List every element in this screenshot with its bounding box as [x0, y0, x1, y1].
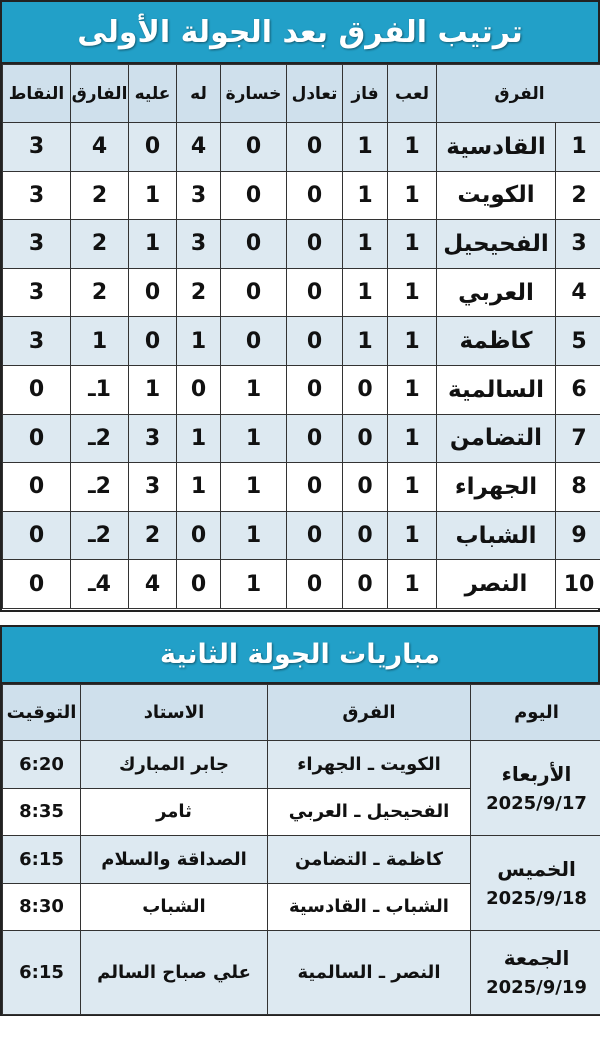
lost: 1	[221, 463, 287, 512]
points: 0	[3, 365, 71, 414]
rank: 6	[556, 365, 600, 414]
header-time: التوقيت	[3, 685, 81, 741]
table-row	[3, 463, 600, 512]
drawn: 0	[287, 268, 343, 317]
points: 3	[3, 220, 71, 269]
goal-diff: 2	[71, 220, 129, 269]
played: 1	[388, 123, 437, 172]
goals-against: 1	[129, 365, 177, 414]
drawn: 0	[287, 317, 343, 366]
points: 3	[3, 171, 71, 220]
goals-against: 1	[129, 171, 177, 220]
header-team: الفرق	[437, 65, 600, 123]
lost: 0	[221, 123, 287, 172]
header-goals-against: عليه	[129, 65, 177, 123]
day-cell	[471, 931, 600, 1015]
goals-against: 0	[129, 317, 177, 366]
table-row	[3, 220, 600, 269]
points: 0	[3, 560, 71, 609]
played: 1	[388, 365, 437, 414]
schedule-table	[2, 684, 600, 1015]
header-day: اليوم	[471, 685, 600, 741]
played: 1	[388, 171, 437, 220]
day-date: 2025/9/18	[486, 887, 587, 909]
rank: 8	[556, 463, 600, 512]
table-row	[3, 560, 600, 609]
goals-against: 2	[129, 511, 177, 560]
rank: 10	[556, 560, 600, 609]
points: 0	[3, 414, 71, 463]
drawn: 0	[287, 220, 343, 269]
goal-diff: 2ـ	[71, 511, 129, 560]
goals-against: 4	[129, 560, 177, 609]
lost: 1	[221, 414, 287, 463]
won: 0	[343, 560, 388, 609]
header-teams: الفرق	[268, 685, 471, 741]
team-name: السالمية	[437, 365, 556, 414]
lost: 1	[221, 365, 287, 414]
goals-against: 3	[129, 414, 177, 463]
points: 0	[3, 511, 71, 560]
standings-header-row	[3, 65, 600, 123]
rank: 5	[556, 317, 600, 366]
goal-diff: 1ـ	[71, 365, 129, 414]
day-name: الأربعاء	[501, 761, 572, 786]
goals-for: 2	[177, 268, 221, 317]
goals-for: 0	[177, 560, 221, 609]
goals-against: 0	[129, 123, 177, 172]
table-row	[3, 317, 600, 366]
team-name: الشباب	[437, 511, 556, 560]
lost: 0	[221, 268, 287, 317]
match-stadium: جابر المبارك	[81, 741, 268, 789]
team-name: الفحيحيل	[437, 220, 556, 269]
team-name: الكويت	[437, 171, 556, 220]
table-row	[3, 511, 600, 560]
goals-for: 1	[177, 414, 221, 463]
won: 1	[343, 220, 388, 269]
drawn: 0	[287, 463, 343, 512]
goal-diff: 2	[71, 171, 129, 220]
goals-for: 3	[177, 220, 221, 269]
played: 1	[388, 220, 437, 269]
goals-against: 0	[129, 268, 177, 317]
goal-diff: 1	[71, 317, 129, 366]
won: 1	[343, 123, 388, 172]
team-name: النصر	[437, 560, 556, 609]
rank: 1	[556, 123, 600, 172]
won: 1	[343, 317, 388, 366]
rank: 4	[556, 268, 600, 317]
table-row	[3, 414, 600, 463]
won: 0	[343, 511, 388, 560]
match-stadium: الشباب	[81, 883, 268, 931]
drawn: 0	[287, 123, 343, 172]
header-stadium: الاستاد	[81, 685, 268, 741]
rank: 7	[556, 414, 600, 463]
goals-for: 1	[177, 317, 221, 366]
played: 1	[388, 268, 437, 317]
match-time: 8:30	[3, 883, 81, 931]
table-row	[3, 365, 600, 414]
goal-diff: 4	[71, 123, 129, 172]
team-name: القادسية	[437, 123, 556, 172]
day-cell	[471, 836, 600, 931]
played: 1	[388, 463, 437, 512]
match-time: 8:35	[3, 788, 81, 836]
table-row	[3, 268, 600, 317]
schedule-header-row	[3, 685, 600, 741]
match-time: 6:15	[3, 836, 81, 884]
rank: 9	[556, 511, 600, 560]
played: 1	[388, 414, 437, 463]
match-time: 6:15	[3, 931, 81, 1015]
goals-for: 3	[177, 171, 221, 220]
team-name: كاظمة	[437, 317, 556, 366]
played: 1	[388, 317, 437, 366]
drawn: 0	[287, 560, 343, 609]
header-played: لعب	[388, 65, 437, 123]
goal-diff: 2ـ	[71, 463, 129, 512]
lost: 0	[221, 171, 287, 220]
played: 1	[388, 511, 437, 560]
lost: 1	[221, 560, 287, 609]
match-stadium: ثامر	[81, 788, 268, 836]
goals-against: 3	[129, 463, 177, 512]
match-teams: الشباب ـ القادسية	[268, 883, 471, 931]
won: 0	[343, 365, 388, 414]
header-lost: خسارة	[221, 65, 287, 123]
match-stadium: علي صباح السالم	[81, 931, 268, 1015]
standings-title: ترتيب الفرق بعد الجولة الأولى	[2, 2, 598, 64]
rank: 3	[556, 220, 600, 269]
team-name: العربي	[437, 268, 556, 317]
header-goals-for: له	[177, 65, 221, 123]
drawn: 0	[287, 171, 343, 220]
team-name: التضامن	[437, 414, 556, 463]
goals-for: 0	[177, 511, 221, 560]
goal-diff: 4ـ	[71, 560, 129, 609]
points: 3	[3, 268, 71, 317]
lost: 0	[221, 317, 287, 366]
header-goal-diff: الفارق	[71, 65, 129, 123]
day-name: الجمعة	[503, 946, 570, 971]
match-time: 6:20	[3, 741, 81, 789]
match-row	[3, 836, 600, 884]
lost: 0	[221, 220, 287, 269]
day-date: 2025/9/17	[486, 792, 587, 814]
header-points: النقاط	[3, 65, 71, 123]
drawn: 0	[287, 414, 343, 463]
won: 1	[343, 268, 388, 317]
drawn: 0	[287, 511, 343, 560]
match-teams: الكويت ـ الجهراء	[268, 741, 471, 789]
schedule-table-panel	[0, 625, 600, 1016]
goals-against: 1	[129, 220, 177, 269]
won: 1	[343, 171, 388, 220]
match-teams: كاظمة ـ التضامن	[268, 836, 471, 884]
header-drawn: تعادل	[287, 65, 343, 123]
goals-for: 1	[177, 463, 221, 512]
match-row	[3, 741, 600, 789]
goal-diff: 2ـ	[71, 414, 129, 463]
played: 1	[388, 560, 437, 609]
table-row	[3, 171, 600, 220]
match-row	[3, 931, 600, 1015]
drawn: 0	[287, 365, 343, 414]
goal-diff: 2	[71, 268, 129, 317]
header-won: فاز	[343, 65, 388, 123]
points: 3	[3, 123, 71, 172]
goals-for: 0	[177, 365, 221, 414]
match-stadium: الصداقة والسلام	[81, 836, 268, 884]
match-teams: الفحيحيل ـ العربي	[268, 788, 471, 836]
points: 3	[3, 317, 71, 366]
schedule-title: مباريات الجولة الثانية	[2, 627, 598, 684]
standings-table	[2, 64, 600, 609]
day-date: 2025/9/19	[486, 977, 587, 999]
lost: 1	[221, 511, 287, 560]
team-name: الجهراء	[437, 463, 556, 512]
day-name: الخميس	[497, 856, 576, 881]
won: 0	[343, 414, 388, 463]
goals-for: 4	[177, 123, 221, 172]
day-cell	[471, 741, 600, 836]
table-row	[3, 123, 600, 172]
match-teams: النصر ـ السالمية	[268, 931, 471, 1015]
rank: 2	[556, 171, 600, 220]
won: 0	[343, 463, 388, 512]
points: 0	[3, 463, 71, 512]
